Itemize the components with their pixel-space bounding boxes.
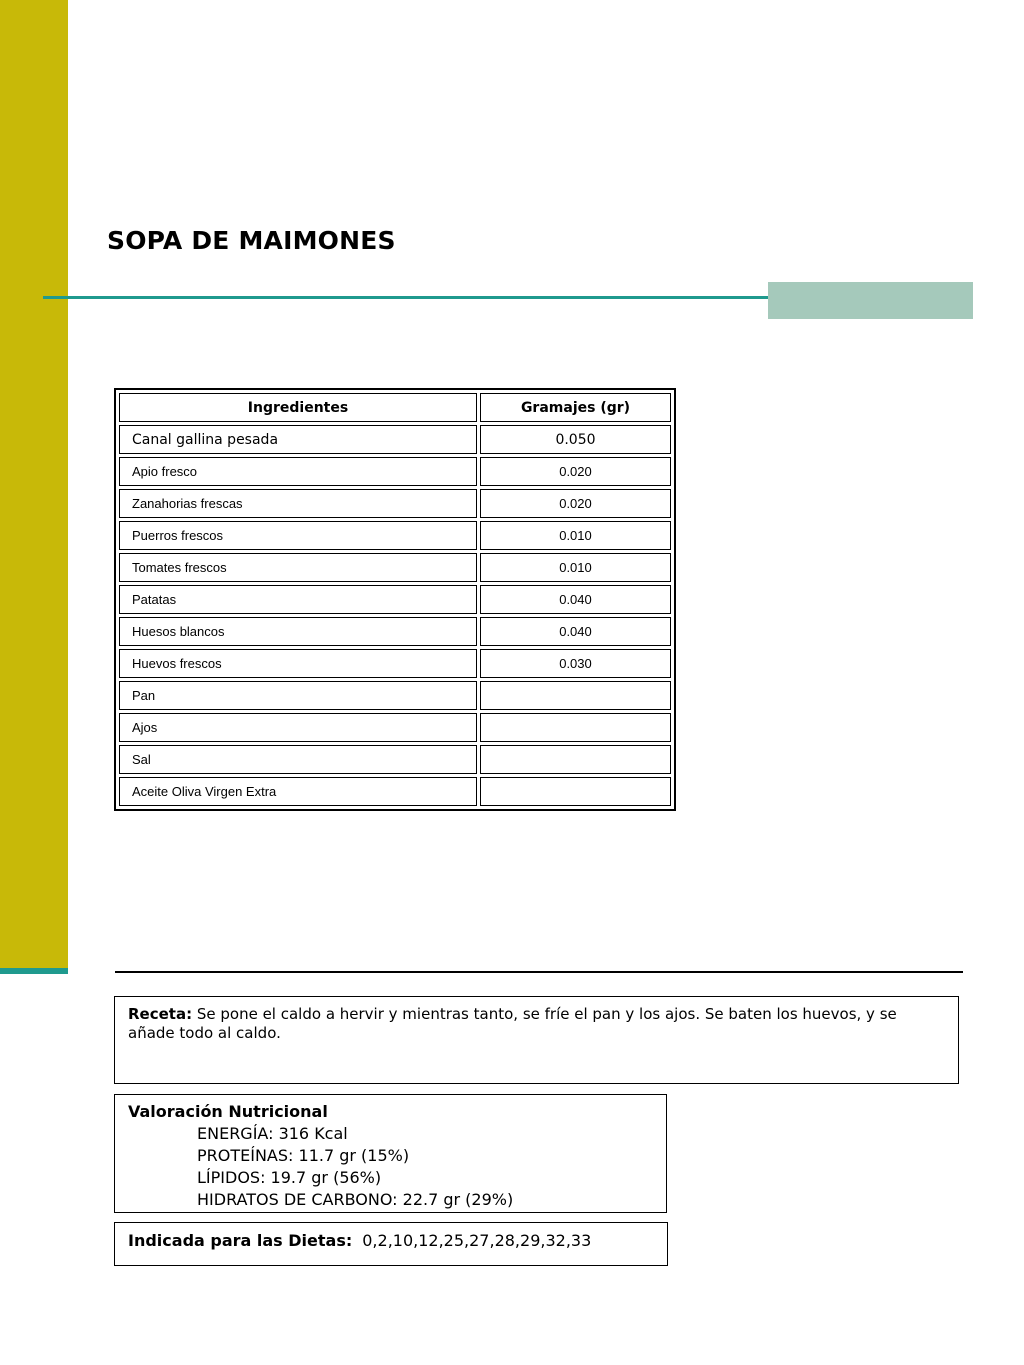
side-accent-bar-foot [0,968,68,974]
table-row [119,425,671,454]
ingredients-table [114,388,676,811]
section-divider [115,971,963,973]
table-row [119,521,671,550]
title-accent-block [768,282,973,319]
recipe-text: Se pone el caldo a hervir y mientras tanto, se fríe el pan y los ajos. Se baten los huevos, y se añade todo al caldo. [128,1005,897,1042]
nutrition-lipids: LÍPIDOS: 19.7 gr (56%) [197,1168,382,1187]
nutrition-box [114,1094,667,1213]
nutrition-proteins: PROTEÍNAS: 11.7 gr (15%) [197,1146,410,1165]
recipe-label: Receta: [128,1005,193,1023]
diets-value: 0,2,10,12,25,27,28,29,32,33 [362,1231,592,1250]
ingredient-grams [480,777,671,806]
ingredient-grams: 0.040 [480,617,671,646]
ingredient-grams: 0.020 [480,489,671,518]
diets-box [114,1222,668,1266]
side-accent-bar [0,0,68,968]
nutrition-heading: Valoración Nutricional [128,1102,328,1121]
ingredient-name: Puerros frescos [119,521,477,550]
table-header-row [119,393,671,422]
ingredient-name: Pan [119,681,477,710]
table-row [119,681,671,710]
ingredient-grams: 0.020 [480,457,671,486]
ingredient-grams: 0.010 [480,553,671,582]
ingredient-name: Huesos blancos [119,617,477,646]
nutrition-energy: ENERGÍA: 316 Kcal [197,1124,348,1143]
page-title: SOPA DE MAIMONES [107,226,396,255]
ingredient-grams: 0.040 [480,585,671,614]
ingredient-name: Huevos frescos [119,649,477,678]
table-row [119,745,671,774]
table-row [119,489,671,518]
ingredient-grams: 0.030 [480,649,671,678]
ingredient-grams [480,745,671,774]
table-row [119,649,671,678]
ingredient-grams [480,713,671,742]
recipe-box [114,996,959,1084]
diets-label: Indicada para las Dietas: [128,1231,353,1250]
table-row [119,585,671,614]
ingredient-name: Canal gallina pesada [119,425,477,454]
column-header-ingredients: Ingredientes [119,393,477,422]
ingredient-name: Tomates frescos [119,553,477,582]
ingredient-name: Sal [119,745,477,774]
ingredient-name: Apio fresco [119,457,477,486]
table-row [119,713,671,742]
ingredient-grams: 0.050 [480,425,671,454]
ingredient-name: Aceite Oliva Virgen Extra [119,777,477,806]
table-row [119,617,671,646]
ingredient-grams: 0.010 [480,521,671,550]
ingredient-name: Zanahorias frescas [119,489,477,518]
column-header-gramajes: Gramajes (gr) [480,393,671,422]
ingredient-grams [480,681,671,710]
ingredient-name: Patatas [119,585,477,614]
nutrition-carbohydrates: HIDRATOS DE CARBONO: 22.7 gr (29%) [197,1190,514,1209]
table-row [119,457,671,486]
ingredient-name: Ajos [119,713,477,742]
table-row [119,553,671,582]
table-row [119,777,671,806]
